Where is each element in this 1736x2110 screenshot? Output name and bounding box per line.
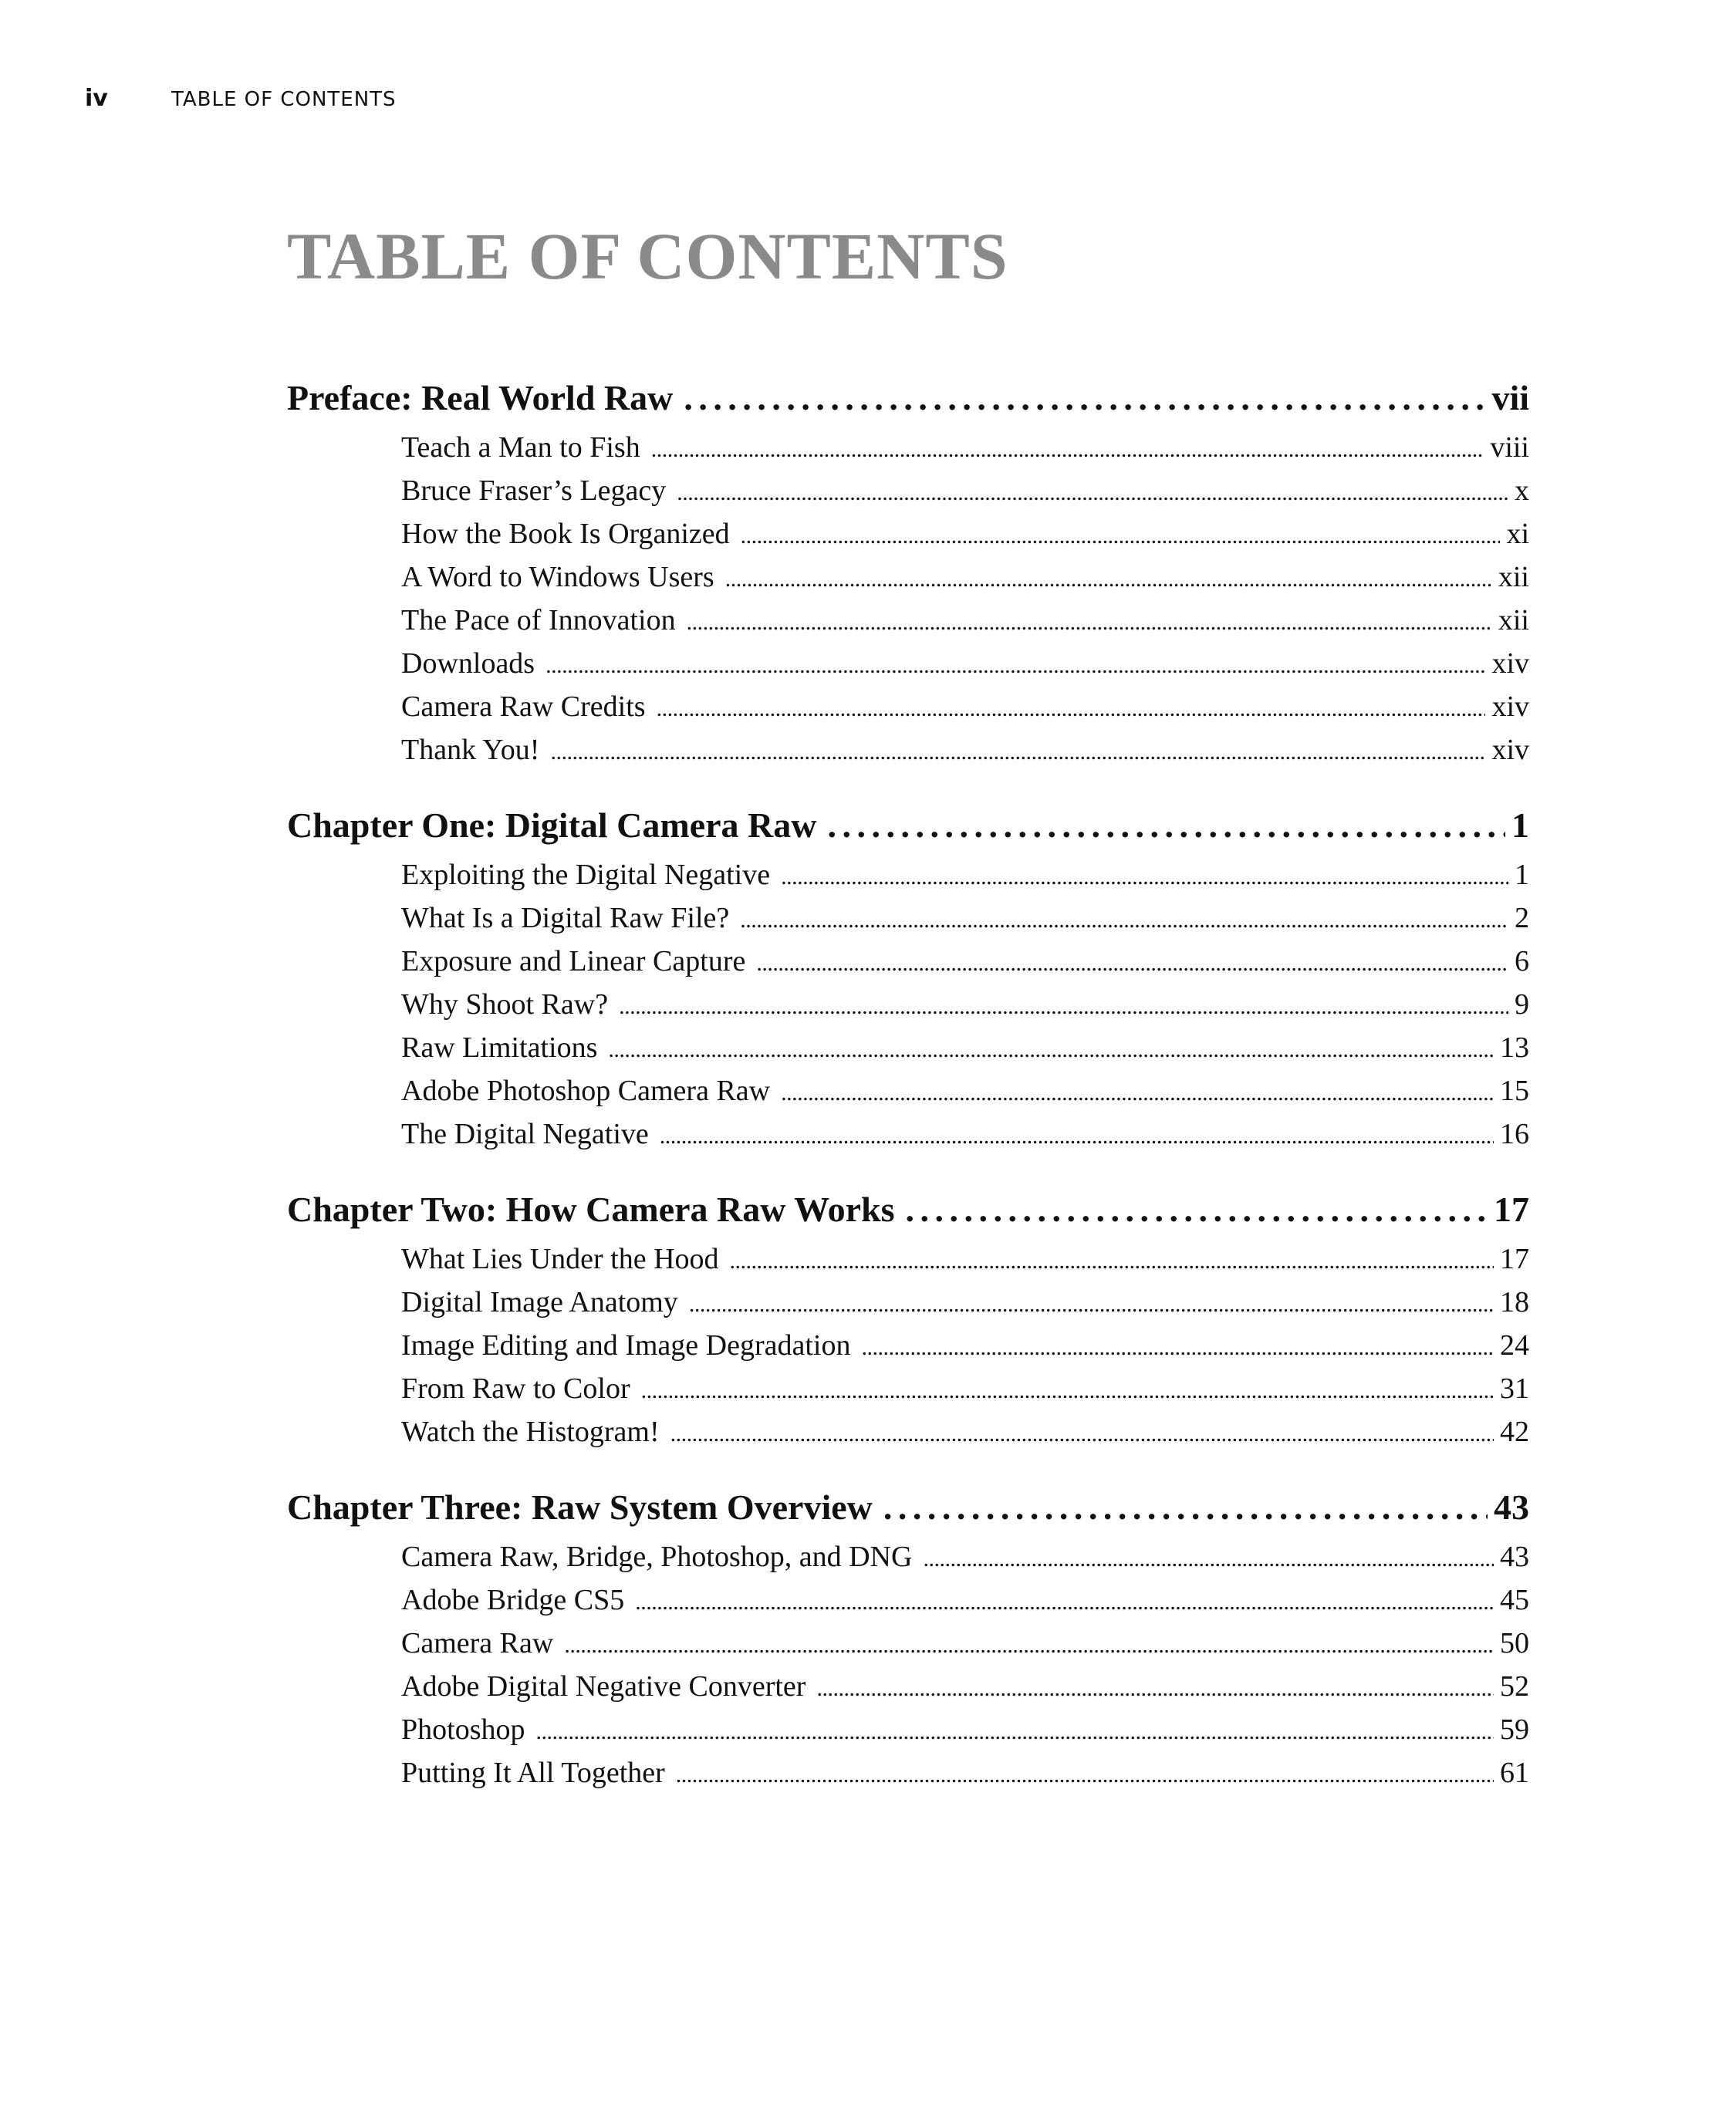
entry-page-number: 13 bbox=[1500, 1031, 1529, 1064]
entry-title: Bruce Fraser’s Legacy bbox=[401, 474, 667, 507]
entry-title: A Word to Windows Users bbox=[401, 561, 714, 593]
toc-entry[interactable] bbox=[401, 685, 1529, 728]
entry-page-number: 15 bbox=[1500, 1075, 1529, 1107]
dot-leader bbox=[535, 1708, 1494, 1751]
toc-entry-list bbox=[401, 1237, 1529, 1453]
toc-entry[interactable] bbox=[401, 1535, 1529, 1578]
toc-entry-list bbox=[401, 1535, 1529, 1794]
toc-entry[interactable] bbox=[401, 1665, 1529, 1708]
table-of-contents bbox=[287, 370, 1529, 1821]
entry-page-number: xiv bbox=[1491, 734, 1529, 766]
entry-page-number: xii bbox=[1498, 604, 1529, 636]
dot-leader bbox=[619, 983, 1508, 1026]
entry-page-number: viii bbox=[1490, 431, 1529, 464]
toc-entry[interactable] bbox=[401, 1281, 1529, 1324]
entry-title: Putting It All Together bbox=[401, 1757, 665, 1789]
toc-entry[interactable] bbox=[401, 728, 1529, 771]
toc-entry[interactable] bbox=[401, 853, 1529, 896]
entry-page-number: 50 bbox=[1500, 1627, 1529, 1659]
entry-page-number: 2 bbox=[1515, 902, 1529, 934]
entry-title: The Pace of Innovation bbox=[401, 604, 676, 636]
entry-page-number: 18 bbox=[1500, 1286, 1529, 1318]
toc-entry[interactable] bbox=[401, 1751, 1529, 1794]
page-folio: iv bbox=[85, 85, 108, 112]
entry-title: Digital Image Anatomy bbox=[401, 1286, 678, 1318]
dot-leader bbox=[725, 555, 1492, 599]
entry-page-number: 1 bbox=[1515, 859, 1529, 891]
toc-entry[interactable] bbox=[401, 1410, 1529, 1453]
entry-page-number: 24 bbox=[1500, 1329, 1529, 1362]
running-head bbox=[85, 85, 397, 116]
entry-page-number: 45 bbox=[1500, 1584, 1529, 1616]
entry-page-number: 6 bbox=[1515, 945, 1529, 977]
toc-section-chapter-one-digital-camera-raw bbox=[287, 798, 1529, 1156]
entry-title: What Is a Digital Raw File? bbox=[401, 902, 730, 934]
entry-page-number: xi bbox=[1506, 518, 1529, 550]
toc-entry[interactable] bbox=[401, 1367, 1529, 1410]
toc-entry[interactable] bbox=[401, 1324, 1529, 1367]
dot-leader bbox=[741, 512, 1501, 555]
toc-entry[interactable] bbox=[401, 1069, 1529, 1112]
dot-leader bbox=[651, 426, 1484, 469]
dot-leader bbox=[781, 1069, 1494, 1112]
entry-page-number: xiv bbox=[1491, 647, 1529, 680]
toc-entry-list bbox=[401, 853, 1529, 1156]
toc-entry[interactable] bbox=[401, 512, 1529, 555]
toc-entry[interactable] bbox=[401, 940, 1529, 983]
entry-title: From Raw to Color bbox=[401, 1372, 630, 1405]
toc-entry[interactable] bbox=[401, 469, 1529, 512]
dot-leader bbox=[906, 1182, 1488, 1237]
toc-entry[interactable] bbox=[401, 642, 1529, 685]
dot-leader bbox=[670, 1410, 1494, 1453]
entry-page-number: 9 bbox=[1515, 988, 1529, 1021]
toc-entry[interactable] bbox=[401, 1237, 1529, 1281]
entry-title: Exposure and Linear Capture bbox=[401, 945, 746, 977]
toc-chapter-entry[interactable] bbox=[287, 1480, 1529, 1535]
toc-section-chapter-three-raw-system-overview bbox=[287, 1480, 1529, 1794]
dot-leader bbox=[657, 685, 1486, 728]
dot-leader bbox=[689, 1281, 1494, 1324]
chapter-page-number: 17 bbox=[1494, 1190, 1529, 1229]
chapter-title: Chapter One: Digital Camera Raw bbox=[287, 805, 817, 845]
chapter-page-number: vii bbox=[1491, 378, 1529, 417]
chapter-page-number: 43 bbox=[1494, 1487, 1529, 1527]
toc-entry[interactable] bbox=[401, 1708, 1529, 1751]
chapter-title: Preface: Real World Raw bbox=[287, 378, 674, 417]
toc-chapter-entry[interactable] bbox=[287, 798, 1529, 853]
toc-entry[interactable] bbox=[401, 599, 1529, 642]
dot-leader bbox=[923, 1535, 1494, 1578]
toc-entry[interactable] bbox=[401, 1112, 1529, 1156]
toc-entry[interactable] bbox=[401, 1622, 1529, 1665]
toc-entry[interactable] bbox=[401, 426, 1529, 469]
entry-title: Exploiting the Digital Negative bbox=[401, 859, 771, 891]
entry-page-number: xiv bbox=[1491, 690, 1529, 723]
dot-leader bbox=[550, 728, 1485, 771]
chapter-title: Chapter Two: How Camera Raw Works bbox=[287, 1190, 895, 1229]
entry-title: Adobe Bridge CS5 bbox=[401, 1584, 625, 1616]
toc-chapter-entry[interactable] bbox=[287, 1182, 1529, 1237]
dot-leader bbox=[781, 853, 1508, 896]
entry-page-number: 59 bbox=[1500, 1713, 1529, 1746]
entry-title: Why Shoot Raw? bbox=[401, 988, 609, 1021]
dot-leader bbox=[545, 642, 1485, 685]
dot-leader bbox=[660, 1112, 1494, 1156]
entry-page-number: 61 bbox=[1500, 1757, 1529, 1789]
entry-title: The Digital Negative bbox=[401, 1118, 649, 1150]
entry-title: How the Book Is Organized bbox=[401, 518, 730, 550]
entry-page-number: x bbox=[1515, 474, 1529, 507]
dot-leader bbox=[756, 940, 1508, 983]
page-title: TABLE OF CONTENTS bbox=[287, 219, 1008, 293]
dot-leader bbox=[641, 1367, 1494, 1410]
entry-title: Camera Raw bbox=[401, 1627, 554, 1659]
chapter-title: Chapter Three: Raw System Overview bbox=[287, 1487, 873, 1527]
toc-entry[interactable] bbox=[401, 1026, 1529, 1069]
entry-title: Photoshop bbox=[401, 1713, 525, 1746]
dot-leader bbox=[861, 1324, 1494, 1367]
entry-title: Adobe Digital Negative Converter bbox=[401, 1670, 806, 1703]
dot-leader bbox=[687, 599, 1492, 642]
entry-title: Adobe Photoshop Camera Raw bbox=[401, 1075, 771, 1107]
entry-page-number: xii bbox=[1498, 561, 1529, 593]
entry-page-number: 42 bbox=[1500, 1416, 1529, 1448]
entry-title: Raw Limitations bbox=[401, 1031, 598, 1064]
entry-title: Camera Raw, Bridge, Photoshop, and DNG bbox=[401, 1541, 913, 1573]
entry-title: Downloads bbox=[401, 647, 535, 680]
dot-leader bbox=[828, 798, 1506, 853]
toc-entry[interactable] bbox=[401, 983, 1529, 1026]
toc-section-preface-real-world-raw bbox=[287, 370, 1529, 771]
entry-page-number: 31 bbox=[1500, 1372, 1529, 1405]
toc-chapter-entry[interactable] bbox=[287, 370, 1529, 426]
entry-title: Camera Raw Credits bbox=[401, 690, 646, 723]
dot-leader bbox=[684, 370, 1485, 426]
running-head-title: TABLE OF CONTENTS bbox=[171, 88, 397, 111]
dot-leader bbox=[816, 1665, 1494, 1708]
dot-leader bbox=[564, 1622, 1494, 1665]
entry-title: Teach a Man to Fish bbox=[401, 431, 640, 464]
entry-title: What Lies Under the Hood bbox=[401, 1243, 719, 1275]
toc-entry[interactable] bbox=[401, 555, 1529, 599]
dot-leader bbox=[730, 1237, 1494, 1281]
entry-page-number: 52 bbox=[1500, 1670, 1529, 1703]
entry-page-number: 17 bbox=[1500, 1243, 1529, 1275]
toc-entry[interactable] bbox=[401, 896, 1529, 940]
dot-leader bbox=[883, 1480, 1488, 1535]
dot-leader bbox=[677, 469, 1508, 512]
toc-entry-list bbox=[401, 426, 1529, 771]
entry-page-number: 43 bbox=[1500, 1541, 1529, 1573]
toc-section-chapter-two-how-camera-raw-works bbox=[287, 1182, 1529, 1453]
toc-entry[interactable] bbox=[401, 1578, 1529, 1622]
entry-title: Thank You! bbox=[401, 734, 540, 766]
dot-leader bbox=[740, 896, 1508, 940]
chapter-page-number: 1 bbox=[1511, 805, 1529, 845]
entry-title: Watch the Histogram! bbox=[401, 1416, 660, 1448]
dot-leader bbox=[608, 1026, 1494, 1069]
dot-leader bbox=[676, 1751, 1494, 1794]
entry-title: Image Editing and Image Degradation bbox=[401, 1329, 851, 1362]
entry-page-number: 16 bbox=[1500, 1118, 1529, 1150]
dot-leader bbox=[635, 1578, 1494, 1622]
